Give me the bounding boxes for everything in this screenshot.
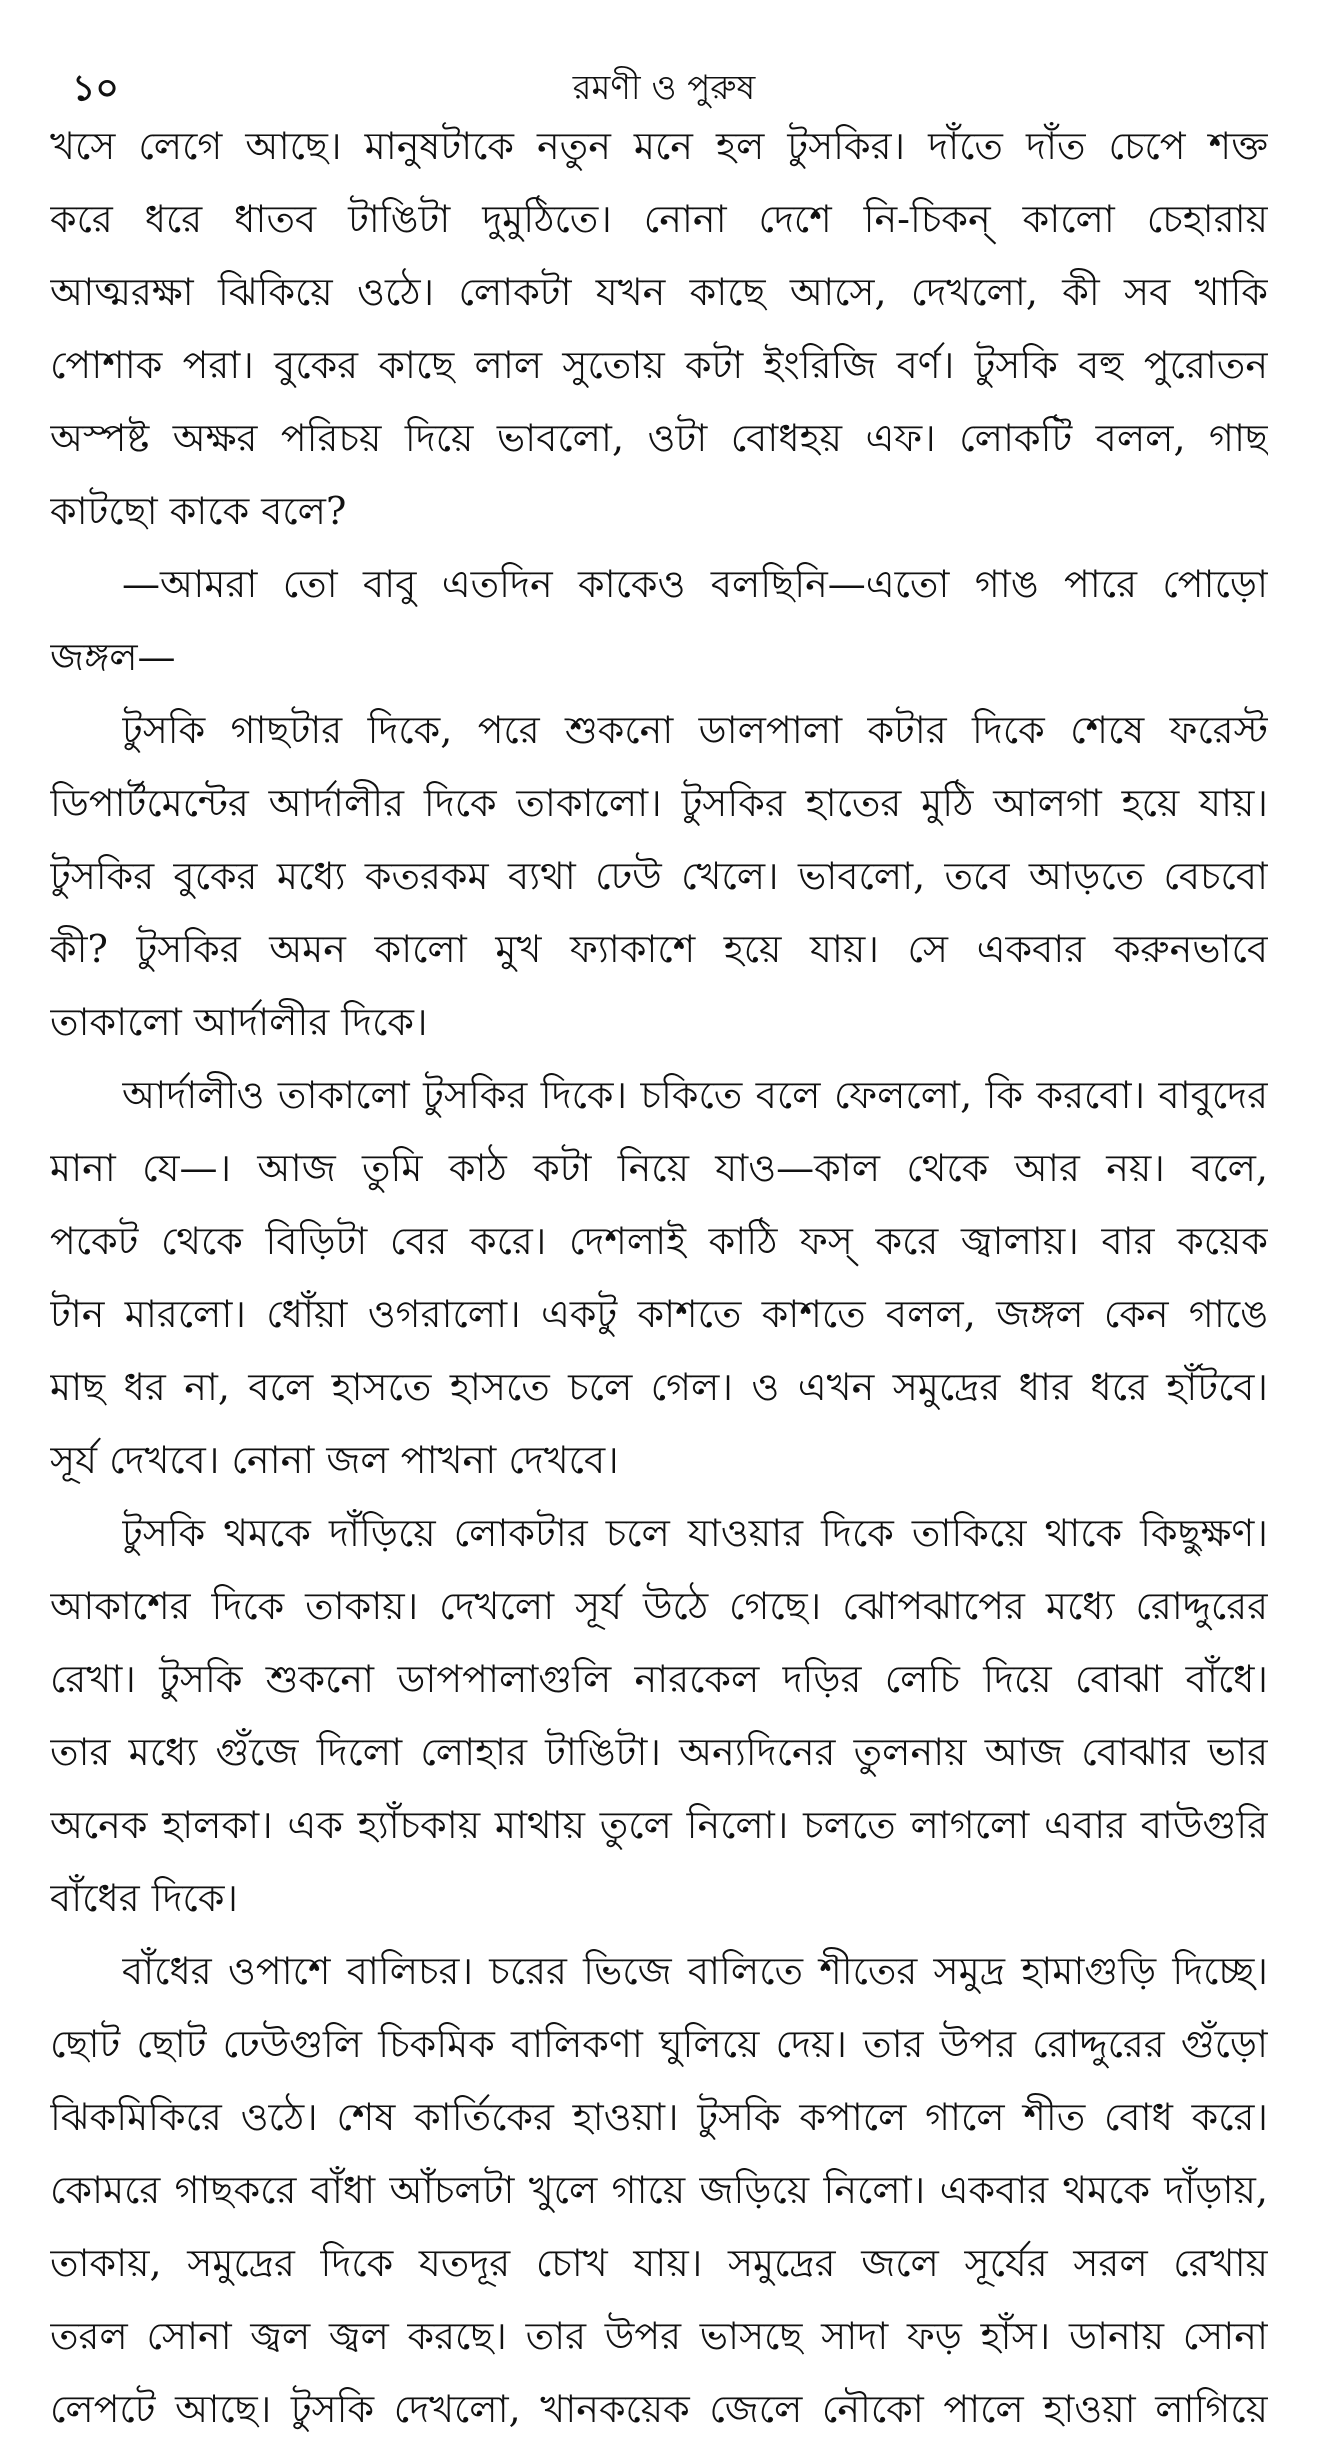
paragraph-start: টুসকি থমকে দাঁড়িয়ে লোকটার চলে যাওয়ার দিকে তাকিয়ে থাকে কিছুক্ষণ। (122, 1511, 1268, 1555)
text-line: মানা যে—। আজ তুমি কাঠ কটা নিয়ে যাও—কাল থেকে আর নয়। বলে, (50, 1146, 1268, 1190)
text-line: কোমরে গাছকরে বাঁধা আঁচলটা খুলে গায়ে জড়িয়ে নিলো। একবার থমকে দাঁড়ায়, (50, 2168, 1268, 2212)
text-line: মাছ ধর না, বলে হাসতে হাসতে চলে গেল। ও এখন সমুদ্রের ধার ধরে হাঁটবে। (50, 1365, 1268, 1409)
text-line: করে ধরে ধাতব টাঙিটা দুমুঠিতে। নোনা দেশে নি-চিকন্ কালো চেহারায় (50, 197, 1268, 241)
text-line: ঝিকমিকিরে ওঠে। শেষ কার্তিকের হাওয়া। টুসকি কপালে গালে শীত বোধ করে। (50, 2095, 1268, 2139)
text-line: লেপটে আছে। টুসকি দেখলো, খানকয়েক জেলে নৌকো পালে হাওয়া লাগিয়ে (50, 2387, 1268, 2431)
dialogue-line: —আমরা তো বাবু এতদিন কাকেও বলছিনি—এতো গাঙ পারে পোড়ো (122, 562, 1268, 606)
text-line: আত্মরক্ষা ঝিকিয়ে ওঠে। লোকটা যখন কাছে আসে, দেখলো, কী সব খাকি (50, 270, 1268, 314)
running-title: রমণী ও পুরুষ (572, 68, 756, 108)
text-line: টুসকির বুকের মধ্যে কতরকম ব্যথা ঢেউ খেলে। ভাবলো, তবে আড়তে বেচবো (50, 854, 1268, 898)
text-line: সূর্য দেখবে। নোনা জল পাখনা দেখবে। (50, 1438, 619, 1482)
body-text (50, 110, 1268, 2431)
text-line: ছোট ছোট ঢেউগুলি চিকমিক বালিকণা ঘুলিয়ে দেয়। তার উপর রোদ্দুরের গুঁড়ো (50, 2022, 1268, 2066)
text-line: পোশাক পরা। বুকের কাছে লাল সুতোয় কটা ইংরিজি বর্ণ। টুসকি বহু পুরোতন (50, 343, 1268, 387)
page-number: ১০ (72, 67, 119, 109)
text-line: তাকালো আর্দালীর দিকে। (50, 1000, 428, 1044)
paragraph-start: টুসকি গাছটার দিকে, পরে শুকনো ডালপালা কটার দিকে শেষে ফরেস্ট (122, 708, 1268, 752)
text-line: বাঁধের দিকে। (50, 1876, 238, 1920)
text-line: রেখা। টুসকি শুকনো ডাপপালাগুলি নারকেল দড়ির লেচি দিয়ে বোঝা বাঁধে। (50, 1657, 1268, 1701)
text-line: তার মধ্যে গুঁজে দিলো লোহার টাঙিটা। অন্যদিনের তুলনায় আজ বোঝার ভার (50, 1730, 1268, 1774)
text-line: অনেক হালকা। এক হ্যাঁচকায় মাথায় তুলে নিলো। চলতে লাগলো এবার বাউগুরি (50, 1803, 1268, 1847)
text-line: ডিপার্টমেন্টের আর্দালীর দিকে তাকালো। টুসকির হাতের মুঠি আলগা হয়ে যায়। (50, 781, 1268, 825)
text-line: কাটছো কাকে বলে? (50, 489, 347, 533)
text-line: কী? টুসকির অমন কালো মুখ ফ্যাকাশে হয়ে যায়। সে একবার করুনভাবে (50, 927, 1268, 971)
text-line: তরল সোনা জ্বল জ্বল করছে। তার উপর ভাসছে সাদা ফড় হাঁস। ডানায় সোনা (50, 2314, 1268, 2358)
paragraph-start: আর্দালীও তাকালো টুসকির দিকে। চকিতে বলে ফেললো, কি করবো। বাবুদের (122, 1073, 1268, 1117)
text-line: জঙ্গল— (50, 635, 176, 679)
text-line: পকেট থেকে বিড়িটা বের করে। দেশলাই কাঠি ফস্ করে জ্বালায়। বার কয়েক (50, 1219, 1268, 1263)
paragraph-start: বাঁধের ওপাশে বালিচর। চরের ভিজে বালিতে শীতের সমুদ্র হামাগুড়ি দিচ্ছে। (122, 1949, 1268, 1993)
page-header (50, 58, 1278, 118)
text-line: অস্পষ্ট অক্ষর পরিচয় দিয়ে ভাবলো, ওটা বোধহয় এফ। লোকটি বলল, গাছ (50, 416, 1268, 460)
text-line: তাকায়, সমুদ্রের দিকে যতদূর চোখ যায়। সমুদ্রের জলে সূর্যের সরল রেখায় (50, 2241, 1268, 2285)
text-line: টান মারলো। ধোঁয়া ওগরালো। একটু কাশতে কাশতে বলল, জঙ্গল কেন গাঙে (50, 1292, 1268, 1336)
text-line: খসে লেগে আছে। মানুষটাকে নতুন মনে হল টুসকির। দাঁতে দাঁত চেপে শক্ত (50, 124, 1268, 168)
text-line: আকাশের দিকে তাকায়। দেখলো সূর্য উঠে গেছে। ঝোপঝাপের মধ্যে রোদ্দুরের (50, 1584, 1268, 1628)
